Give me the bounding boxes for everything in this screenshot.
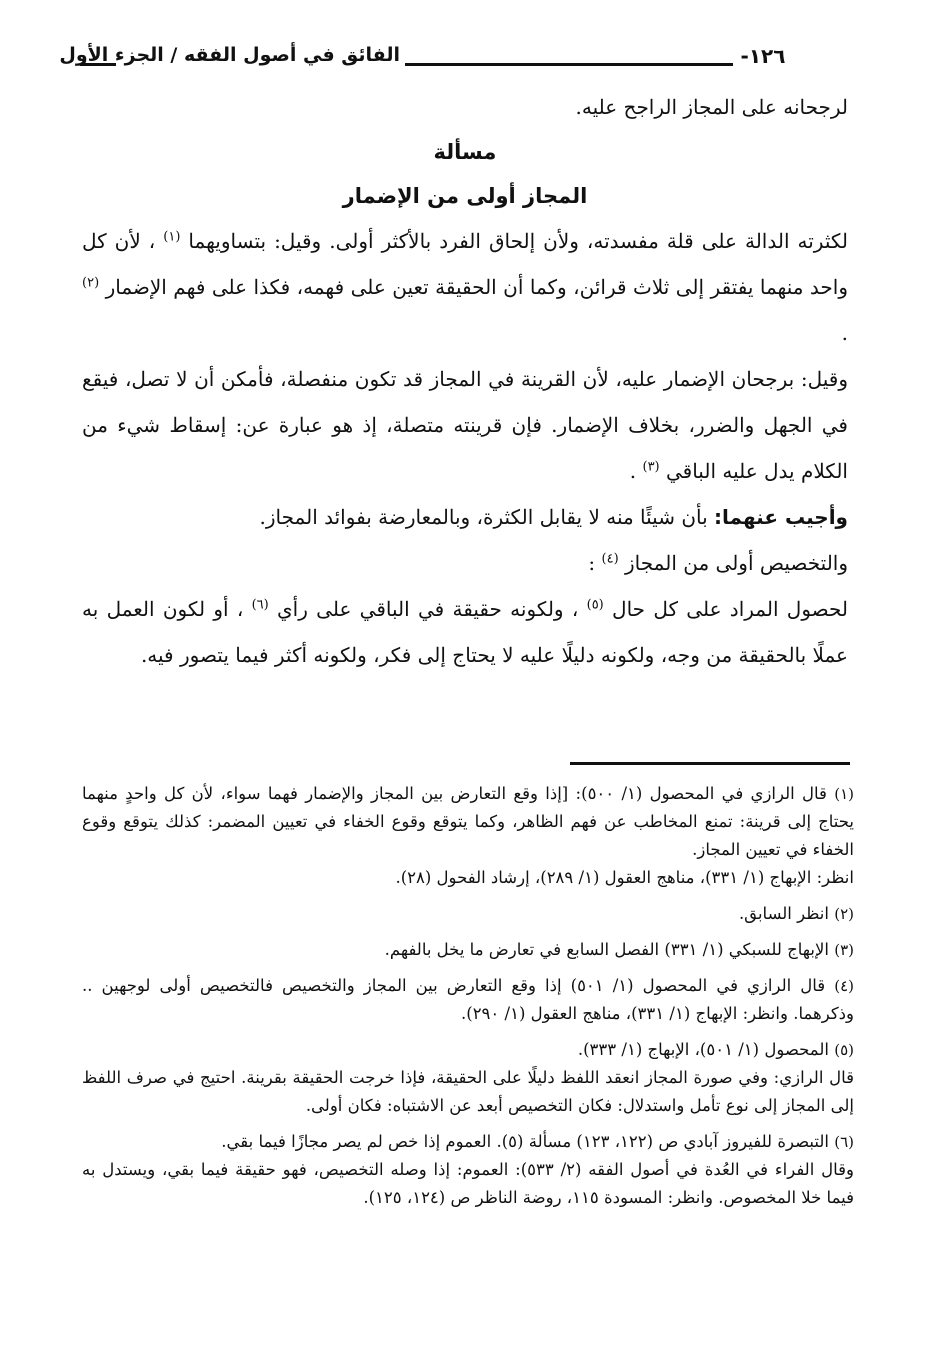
book-title: الفائق في أصول الفقه / الجزء الأول xyxy=(59,44,400,66)
footnote-1-number: (١) xyxy=(834,785,855,803)
footnote-ref-6[interactable]: (٦) xyxy=(251,597,269,613)
footnote-2 xyxy=(82,900,854,928)
footnote-ref-3[interactable]: (٣) xyxy=(642,459,660,475)
main-text xyxy=(82,84,848,678)
footnote-6 xyxy=(82,1128,854,1156)
footnote-5 xyxy=(82,1036,854,1064)
footnote-2-number: (٢) xyxy=(834,905,854,923)
footnote-4 xyxy=(82,972,854,1028)
paragraph-1-text: لكثرته الدالة على قلة مفسدته، ولأن إلحاق الفرد بالأكثر أولى. وقيل: بتساويهما xyxy=(188,229,849,253)
footnote-ref-4[interactable]: (٤) xyxy=(601,551,619,567)
paragraph-3-text: بأن شيئًا منه لا يقابل الكثرة، وبالمعارضة بفوائد المجاز. xyxy=(259,505,708,529)
footnote-4-number: (٤) xyxy=(834,977,855,995)
paragraph-5 xyxy=(82,586,848,678)
paragraph-2-text: وقيل: برجحان الإضمار عليه، لأن القرينة في المجاز قد تكون منفصلة، فأمكن أن لا تصل، فيقع في الجهل والضرر، بخلاف الإضمار. فإن قرينته متصلة، إذ هو عبارة عن: إسقاط شيء من الكلام يدل عليه الباقي xyxy=(82,367,848,483)
paragraph-4 xyxy=(82,540,848,586)
paragraph-3-lead: وأجيب عنهما: xyxy=(714,505,848,529)
footnotes xyxy=(82,780,854,1220)
footnote-separator xyxy=(570,762,850,765)
paragraph-1-text-2: ، لأن كل واحد منهما يفتقر إلى ثلاث قرائن، وكما أن الحقيقة تعين على فهمه، فكذا على فهم الإضمار xyxy=(82,229,848,299)
footnote-5-extra: قال الرازي: وفي صورة المجاز انعقد اللفظ دليلًا على الحقيقة، فإذا خرجت الحقيقة بقرينة. احتيج في صرف اللفظ إلى المجاز إلى نوع تأمل واستدلال: فكان التخصيص أبعد عن الاشتباه: فكان أولى. xyxy=(82,1068,854,1115)
footnote-1-text: قال الرازي في المحصول (١/ ٥٠٠): [إذا وقع التعارض بين المجاز والإضمار فهما سواء، لأن كل واحدٍ منهما يحتاج إلى قرينة: تمنع المخاطب عن فهم الظاهر، وكما يتوقع وقوع الخفاء في تعيين المضمر: كذلك يتوقع وقوع الخفاء في تعيين المجاز. xyxy=(82,784,854,859)
footnote-4-text: قال الرازي في المحصول (١/ ٥٠١) إذا وقع التعارض بين المجاز والتخصيص فالتخصيص أولى لوجهين .. وذكرهما. وانظر: الإبهاج (١/ ٣٣١)، مناهج العقول (١/ ٢٩٠). xyxy=(82,976,854,1023)
footnote-5-number: (٥) xyxy=(834,1041,854,1059)
paragraph-continuation: لرجحانه على المجاز الراجح عليه. xyxy=(575,95,848,119)
paragraph-5-text-3: ، أو لكون العمل به عملًا بالحقيقة من وجه، ولكونه دليلًا عليه لا يحتاج إلى فكر، ولكونه أكثر فيما يتصور فيه. xyxy=(82,597,848,667)
footnote-1-references: انظر: الإبهاج (١/ ٣٣١)، مناهج العقول (١/ ٢٨٩)، إرشاد الفحول (٢٨). xyxy=(395,868,854,887)
section-subheading: المجاز أولى من الإضمار xyxy=(342,184,588,208)
footnote-1 xyxy=(82,780,854,864)
running-header xyxy=(59,44,850,74)
paragraph-5-text-1: لحصول المراد على كل حال xyxy=(612,597,849,621)
footnote-6-number: (٦) xyxy=(834,1133,854,1151)
footnote-5-text: المحصول (١/ ٥٠١)، الإبهاج (١/ ٣٣٣). xyxy=(577,1040,829,1059)
paragraph-1 xyxy=(82,218,848,356)
paragraph-3 xyxy=(82,494,848,540)
paragraph-5-text-2: ، ولكونه حقيقة في الباقي على رأي xyxy=(277,597,579,621)
footnote-3 xyxy=(82,936,854,964)
paragraph-2 xyxy=(82,356,848,494)
paragraph-4-text: والتخصيص أولى من المجاز xyxy=(625,551,848,575)
section-heading: مسألة xyxy=(433,140,497,164)
footnote-ref-5[interactable]: (٥) xyxy=(586,597,604,613)
paragraph-1-end: . xyxy=(841,321,848,345)
footnote-ref-2[interactable]: (٢) xyxy=(82,275,100,291)
footnote-3-text: الإبهاج للسبكي (١/ ٣٣١) الفصل السابع في تعارض ما يخل بالفهم. xyxy=(384,940,829,959)
page-number: -١٢٦ xyxy=(740,44,786,68)
footnote-6-text: التبصرة للفيروز آبادي ص (١٢٢، ١٢٣) مسألة (٥). العموم إذا خص لم يصر مجازًا فيما بقي. xyxy=(221,1132,829,1151)
header-rule-middle xyxy=(405,63,733,66)
paragraph-2-end: . xyxy=(629,459,637,483)
footnote-3-number: (٣) xyxy=(834,941,854,959)
footnote-6-extra: وقال الفراء في العُدة في أصول الفقه (٢/ ٥٣٣): العموم: إذا وصله التخصيص، فهو حقيقة فيما بقي، ويستدل به فيما خلا المخصوص. وانظر: المسودة ١١٥، روضة الناظر ص (١٢٤، ١٢٥). xyxy=(82,1160,855,1207)
paragraph-4-end: : xyxy=(588,551,596,575)
footnote-ref-1[interactable]: (١) xyxy=(163,229,181,245)
footnote-2-text: انظر السابق. xyxy=(738,904,829,923)
